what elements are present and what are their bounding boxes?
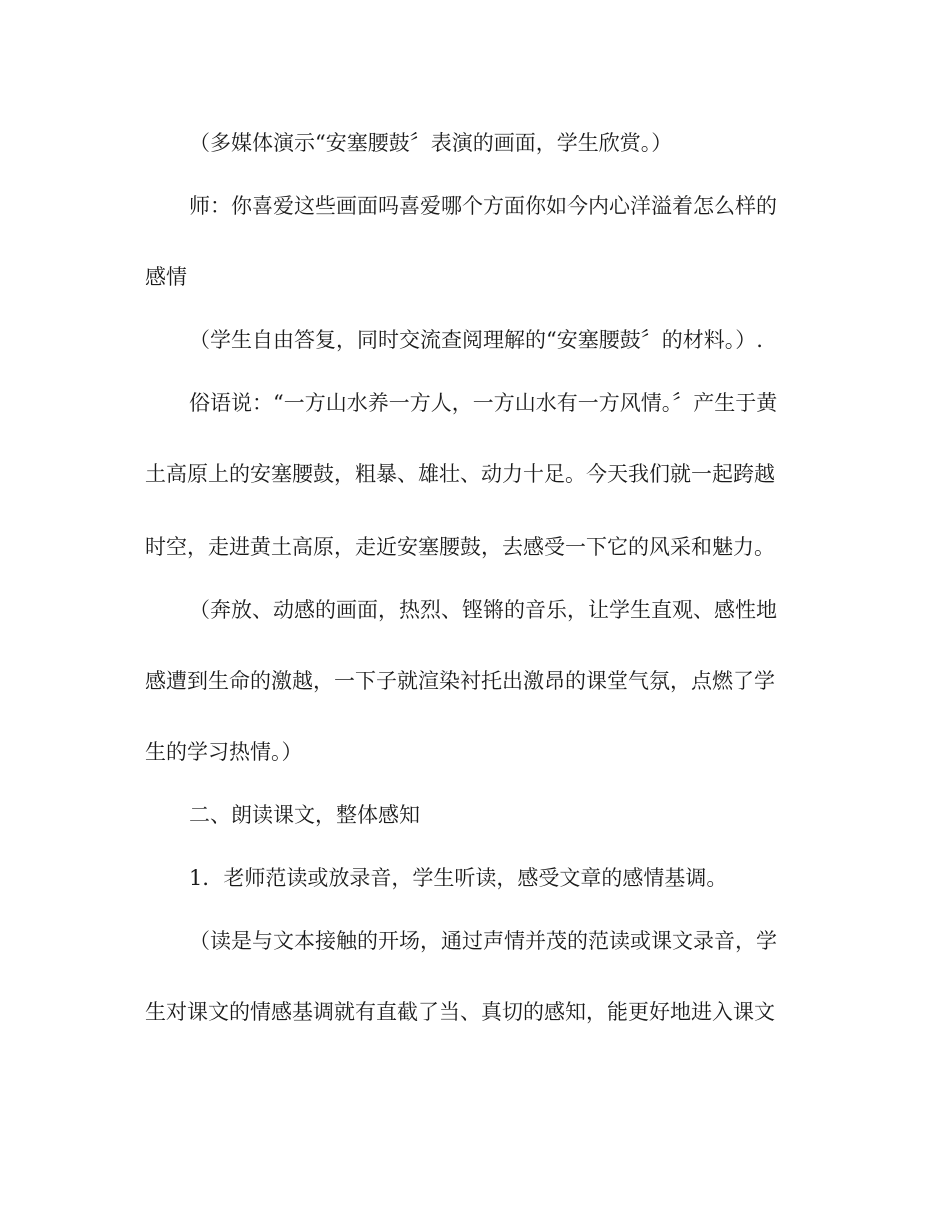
- paragraph-line-note-bold-scene: （奔放、动感的画面，热烈、铿锵的音乐，让学生直观、感性地: [189, 598, 777, 622]
- paragraph-line-proverb-cont-2: 时空，走进黄土高原，走近安塞腰鼓，去感受一下它的风采和魅力。: [145, 535, 775, 559]
- paragraph-line-multimedia-demo: （多媒体演示“安塞腰鼓〞表演的画面，学生欣赏。）: [189, 131, 673, 155]
- paragraph-line-reading-note-cont: 生对课文的情感基调就有直截了当、真切的感知，能更好地进入课文: [145, 1000, 775, 1024]
- paragraph-line-teacher-question: 师：你喜爱这些画面吗喜爱哪个方面你如今内心洋溢着怎么样的: [189, 194, 777, 218]
- paragraph-line-student-answer: （学生自由答复，同时交流查阅理解的“安塞腰鼓〞的材料。）.: [189, 328, 763, 352]
- section-heading-read-text: 二、朗读课文，整体感知: [189, 803, 420, 827]
- paragraph-line-note-bold-scene-cont-1: 感遭到生命的激越，一下子就渲染衬托出激昂的课堂气氛，点燃了学: [145, 669, 775, 693]
- paragraph-line-proverb: 俗语说：“一方山水养一方人，一方山水有一方风情。〞产生于黄: [189, 391, 778, 415]
- list-item-teacher-reading: 1．老师范读或放录音，学生听读，感受文章的感情基调。: [189, 866, 728, 890]
- paragraph-line-proverb-cont-1: 土高原上的安塞腰鼓，粗暴、雄壮、动力十足。今天我们就一起跨越: [145, 462, 775, 486]
- paragraph-line-note-bold-scene-cont-2: 生的学习热情。）: [145, 740, 303, 764]
- paragraph-line-reading-note: （读是与文本接触的开场，通过声情并茂的范读或课文录音，学: [189, 929, 777, 953]
- paragraph-line-teacher-question-cont: 感情: [145, 265, 187, 289]
